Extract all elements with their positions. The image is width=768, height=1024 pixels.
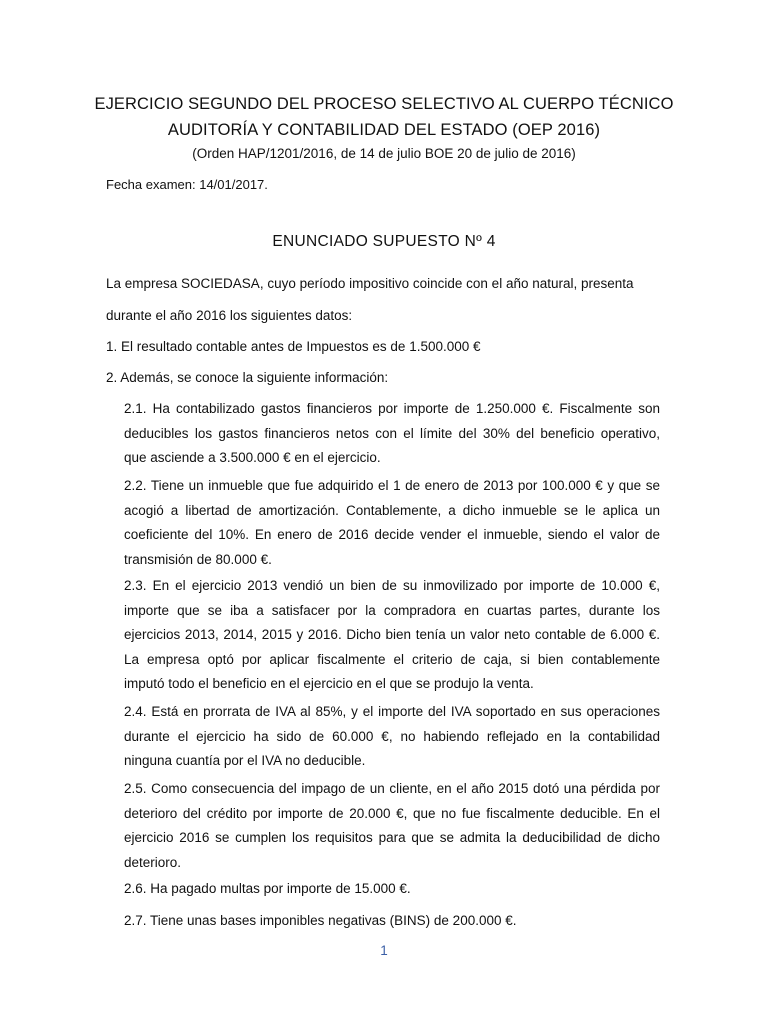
exam-date: Fecha examen: 14/01/2017. (106, 177, 268, 192)
subitem-2-1-line: 2.1. Ha contabilizado gastos financieros por importe de 1.250.000 €. Fiscalmente son (124, 401, 660, 416)
subitem-2-6: 2.6. Ha pagado multas por importe de 15.000 €. (124, 881, 411, 896)
subitem-2-3-line: La empresa optó por aplicar fiscalmente el criterio de caja, si bien contablemente (124, 651, 660, 667)
item-2: 2. Además, se conoce la siguiente información: (106, 370, 389, 385)
subitem-2-2-line: acogió a libertad de amortización. Contablemente, a dicho inmueble se le aplica un (124, 502, 660, 518)
subitem-2-5-line: 2.5. Como consecuencia del impago de un cliente, en el año 2015 dotó una pérdida por (124, 781, 660, 796)
subitem-2-5-line: ejercicio 2016 se cumplen los requisitos para que se admita la deducibilidad de dicho (124, 830, 660, 845)
subitem-2-3-line: imputó todo el beneficio en el ejercicio en el que se produjo la venta. (124, 676, 534, 691)
subitem-2-3-line: importe que se iba a satisfacer por la compradora en cuartas partes, durante los (124, 602, 660, 618)
subitem-2-2 (124, 474, 660, 572)
subitem-2-2-line: transmisión de 80.000 €. (124, 551, 272, 567)
subitem-2-7: 2.7. Tiene unas bases imponibles negativas (BINS) de 200.000 €. (124, 913, 517, 928)
subitem-2-3-line: 2.3. En el ejercicio 2013 vendió un bien de su inmovilizado por importe de 10.000 €, (124, 578, 660, 593)
page-number: 1 (380, 943, 388, 958)
subitem-2-4-line: durante el ejercicio ha sido de 60.000 €, no habiendo reflejado en la contabilidad (124, 728, 660, 744)
subitem-2-2-line: 2.2. Tiene un inmueble que fue adquirido el 1 de enero de 2013 por 100.000 € y que se (124, 478, 660, 493)
subitem-2-1-line: que asciende a 3.500.000 € en el ejercicio. (124, 450, 381, 465)
subitem-2-3-line: ejercicios 2013, 2014, 2015 y 2016. Dicho bien tenía un valor neto contable de 6.000 €. (124, 627, 660, 642)
subitem-2-1 (124, 397, 660, 471)
item-1: 1. El resultado contable antes de Impuestos es de 1.500.000 € (106, 339, 481, 354)
subitem-2-3 (124, 574, 660, 697)
section-heading: ENUNCIADO SUPUESTO Nº 4 (272, 233, 496, 250)
subitem-2-1-line: deducibles los gastos financieros netos con el límite del 30% del beneficio operativo, (124, 425, 660, 441)
subitem-2-2-line: coeficiente del 10%. En enero de 2016 decide vender el inmueble, siendo el valor de (124, 527, 660, 542)
document-subtitle: (Orden HAP/1201/2016, de 14 de julio BOE 20 de julio de 2016) (192, 146, 576, 161)
document-title-line-2: AUDITORÍA Y CONTABILIDAD DEL ESTADO (OEP 2016) (167, 121, 601, 139)
subitem-2-4-line: 2.4. Está en prorrata de IVA al 85%, y el importe del IVA soportado en sus operaciones (124, 704, 660, 719)
subitem-2-5-line: deterioro. (124, 854, 182, 870)
subitem-2-4-line: ninguna cuantía por el IVA no deducible. (124, 753, 366, 768)
subitem-2-4 (124, 700, 660, 774)
subitem-2-5 (124, 777, 660, 875)
intro-line-2: durante el año 2016 los siguientes datos: (106, 308, 353, 323)
intro-line-1: La empresa SOCIEDASA, cuyo período impositivo coincide con el año natural, presenta (106, 276, 634, 291)
document-title-line-1: EJERCICIO SEGUNDO DEL PROCESO SELECTIVO AL CUERPO TÉCNICO (94, 95, 674, 113)
subitem-2-5-line: deterioro del crédito por importe de 20.000 €, que no fue fiscalmente deducible. En el (124, 805, 660, 821)
